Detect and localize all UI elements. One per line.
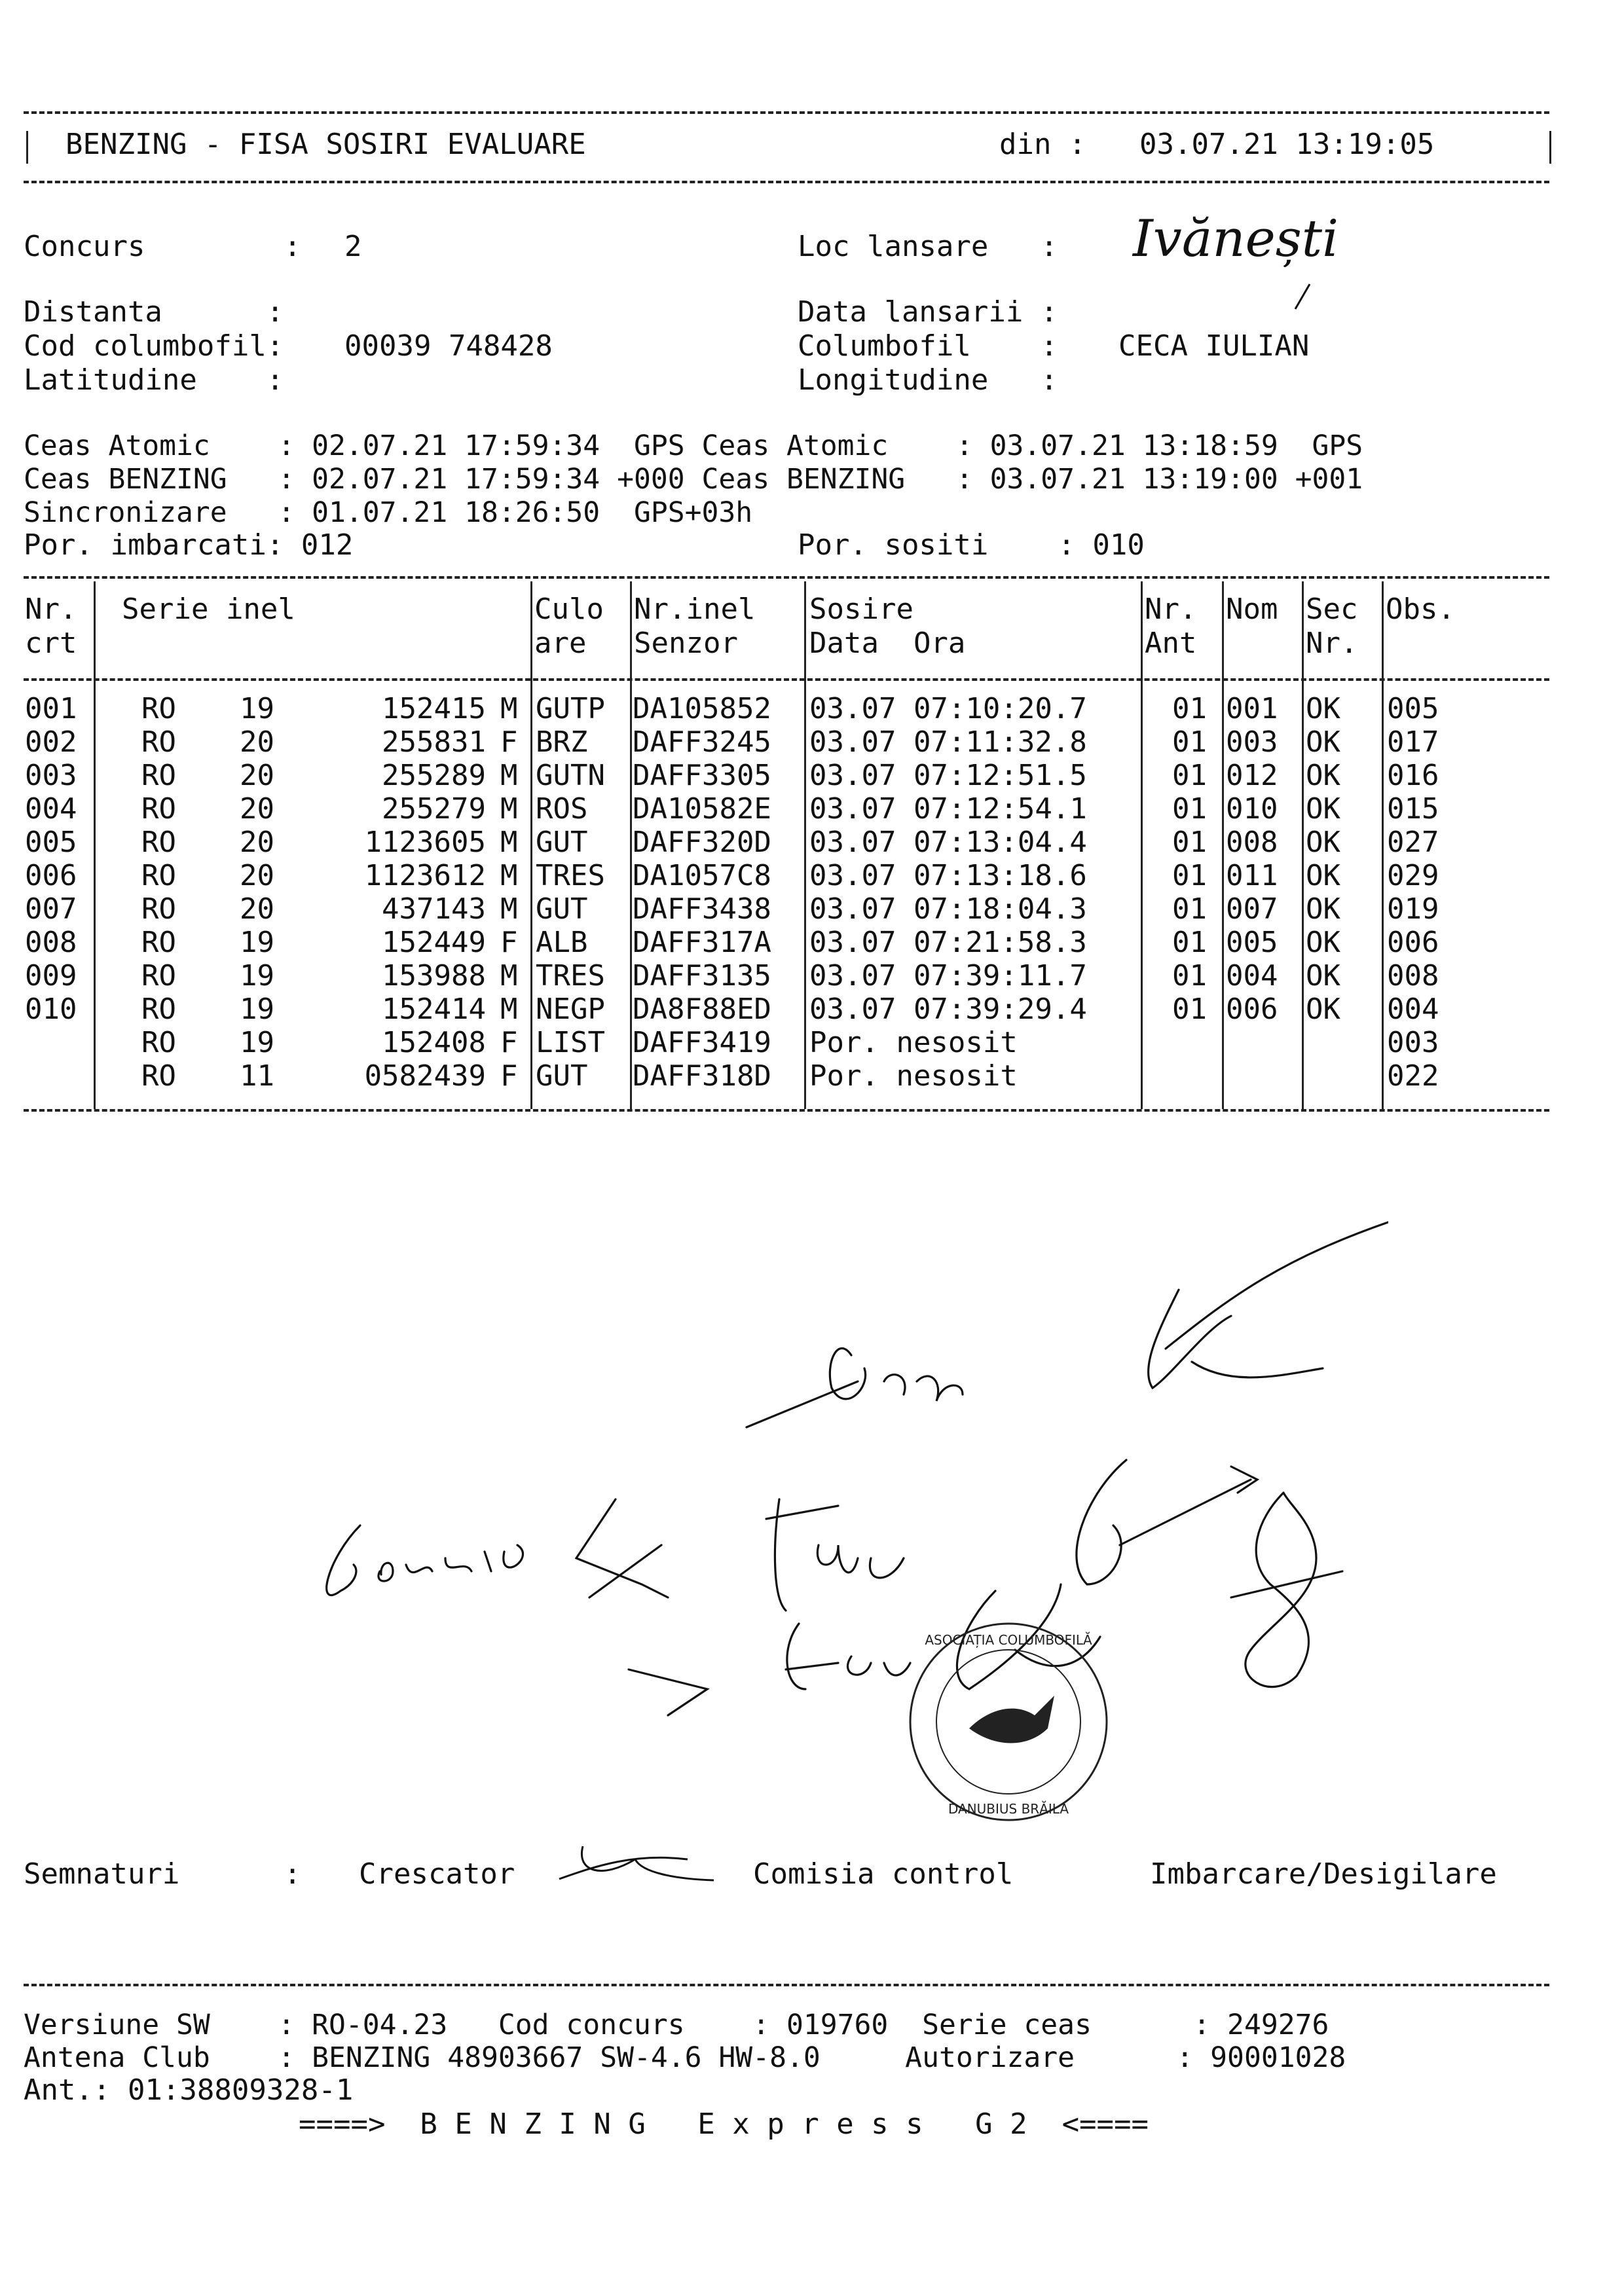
cell-ring-number: 255289 [382,759,486,792]
header-bottom-border [24,181,1549,183]
cell-nom: 008 [1226,826,1278,859]
cell-arrival: 03.07 07:13:04.4 [809,826,1087,859]
cell-country: RO [141,959,176,993]
table-row [24,759,1549,792]
cell-year: 20 [240,826,274,859]
cell-year: 19 [240,692,274,725]
cell-obs: 016 [1387,759,1439,792]
th-crt: crt [25,627,77,660]
table-row [24,960,1549,993]
cell-sex: M [500,826,518,859]
cell-color: GUT [536,1059,588,1093]
imbarcare-label: Imbarcare/Desigilare [1150,1857,1497,1891]
columbofil-value: CECA IULIAN [1118,329,1310,363]
cell-nr: 003 [25,759,77,792]
header-title: BENZING - FISA SOSIRI EVALUARE [65,128,586,161]
cod-columbofil-label: Cod columbofil: [24,329,284,363]
cell-year: 20 [240,792,274,826]
cell-ring-number: 152449 [382,926,486,959]
cell-nom: 011 [1226,859,1278,892]
clock-line-benzing: Ceas BENZING : 02.07.21 17:59:34 +000 Ceas BENZING : 03.07.21 13:19:00 +001 [24,463,1363,496]
cell-country: RO [141,725,176,759]
cell-nom: 004 [1226,959,1278,993]
cell-country: RO [141,892,176,926]
cell-sec: OK [1306,725,1340,759]
th-nr: Nr. [25,592,77,626]
cell-ring-number: 437143 [382,892,486,926]
footer-separator [24,1984,1549,1986]
footer-version-line: Versiune SW : RO-04.23 Cod concurs : 019760 Serie ceas : 249276 [24,2009,1329,2041]
cell-ring-number: 1123612 [364,859,486,892]
clock-line-sync: Sincronizare : 01.07.21 18:26:50 GPS+03h [24,496,753,529]
cell-sec: OK [1306,926,1340,959]
cell-obs: 019 [1387,892,1439,926]
cell-nr: 007 [25,892,77,926]
cell-arrival: 03.07 07:11:32.8 [809,725,1087,759]
cell-color: TRES [536,859,605,892]
columbofil-label: Columbofil : [798,329,1058,363]
concurs-label: Concurs : [24,230,301,263]
semnaturi-label: Semnaturi : [24,1857,301,1891]
data-lansarii-label: Data lansarii : [798,295,1058,329]
cell-ring-number: 0582439 [364,1059,486,1093]
cell-sensor: DA105852 [633,692,771,725]
cell-sensor: DAFF3419 [633,1026,771,1059]
svg-text:DANUBIUS BRĂILA: DANUBIUS BRĂILA [948,1801,1069,1817]
cell-sensor: DAFF3438 [633,892,771,926]
cell-country: RO [141,692,176,725]
cell-nom: 006 [1226,993,1278,1026]
cell-year: 19 [240,926,274,959]
th-obs: Obs. [1386,592,1455,626]
cell-nr: 005 [25,826,77,859]
footer-antenna-line: Antena Club : BENZING 48903667 SW-4.6 HW-8.0 Autorizare : 90001028 [24,2041,1346,2074]
cell-antenna: 01 [1172,725,1207,759]
cell-nom: 005 [1226,926,1278,959]
cell-sex: M [500,759,518,792]
cell-nom: 001 [1226,692,1278,725]
cell-nr: 009 [25,959,77,993]
cell-sensor: DAFF3135 [633,959,771,993]
footer-ant-line: Ant.: 01:38809328-1 [24,2073,354,2107]
th-serie-inel: Serie inel [122,592,295,626]
cell-sensor: DAFF318D [633,1059,771,1093]
th-sec: Sec [1306,592,1358,626]
cell-color: GUTP [536,692,605,725]
cell-ring-number: 1123605 [364,826,486,859]
cell-sensor: DAFF3305 [633,759,771,792]
cell-antenna: 01 [1172,859,1207,892]
cell-year: 20 [240,725,274,759]
cell-sex: F [500,725,518,759]
header-din-label: din : [999,128,1086,161]
table-row [24,993,1549,1026]
cell-country: RO [141,859,176,892]
cell-ring-number: 153988 [382,959,486,993]
th-are: are [534,627,587,660]
th-culo: Culo [534,592,604,626]
cell-antenna: 01 [1172,959,1207,993]
cell-sec: OK [1306,759,1340,792]
th-nr-ant: Nr. [1145,592,1197,626]
cell-sensor: DA8F88ED [633,993,771,1026]
cell-color: NEGP [536,993,605,1026]
cell-nr: 008 [25,926,77,959]
cell-country: RO [141,759,176,792]
cod-columbofil-value: 00039 748428 [344,329,553,363]
longitudine-label: Longitudine : [798,363,1058,397]
cell-sex: M [500,859,518,892]
cell-sex: F [500,1059,518,1093]
cell-sensor: DA1057C8 [633,859,771,892]
cell-sex: M [500,692,518,725]
cell-ring-number: 152415 [382,692,486,725]
handwritten-signatures [210,1218,1388,1833]
table-row [24,893,1549,926]
cell-year: 20 [240,759,274,792]
cell-nom: 007 [1226,892,1278,926]
cell-color: GUTN [536,759,605,792]
cell-country: RO [141,792,176,826]
th-nom: Nom [1226,592,1278,626]
table-top-border [24,576,1549,579]
header-top-border [24,111,1549,114]
cell-sec: OK [1306,859,1340,892]
cell-sex: M [500,892,518,926]
stamp [910,1624,1107,1820]
cell-arrival: Por. nesosit [809,1026,1018,1059]
cell-sec: OK [1306,892,1340,926]
comisia-control-label: Comisia control [753,1857,1014,1891]
cell-sec: OK [1306,959,1340,993]
table-header-separator [24,678,1549,681]
cell-arrival: 03.07 07:12:54.1 [809,792,1087,826]
cell-color: TRES [536,959,605,993]
cell-nr: 010 [25,993,77,1026]
cell-antenna: 01 [1172,993,1207,1026]
cell-sensor: DAFF3245 [633,725,771,759]
cell-nr: 001 [25,692,77,725]
cell-sec: OK [1306,826,1340,859]
table-bottom-border [24,1109,1549,1112]
cell-year: 20 [240,892,274,926]
cell-nr: 006 [25,859,77,892]
cell-nom: 012 [1226,759,1278,792]
cell-nom: 010 [1226,792,1278,826]
cell-year: 11 [240,1059,274,1093]
cell-obs: 008 [1387,959,1439,993]
cell-sex: M [500,959,518,993]
cell-year: 19 [240,1026,274,1059]
cell-color: GUT [536,826,588,859]
cell-sec: OK [1306,993,1340,1026]
header-din-value: 03.07.21 13:19:05 [1139,128,1435,161]
cell-ring-number: 255831 [382,725,486,759]
table-row [24,1060,1549,1093]
clock-line-atomic: Ceas Atomic : 02.07.21 17:59:34 GPS Ceas Atomic : 03.07.21 13:18:59 GPS [24,429,1363,462]
distanta-label: Distanta : [24,295,284,329]
footer-brand-line: ====> B E N Z I N G E x p r e s s G 2 <==== [299,2107,1149,2141]
latitudine-label: Latitudine : [24,363,284,397]
th-data-ora: Data Ora [809,627,966,660]
crescator-label: Crescator [359,1857,515,1891]
pigeons-embarked: Por. imbarcati: 012 [24,528,354,562]
table-row [24,860,1549,892]
th-senzor: Senzor [634,627,738,660]
cell-sensor: DAFF320D [633,826,771,859]
cell-antenna: 01 [1172,926,1207,959]
cell-antenna: 01 [1172,759,1207,792]
cell-antenna: 01 [1172,826,1207,859]
cell-country: RO [141,926,176,959]
cell-color: ROS [536,792,588,826]
table-row [24,793,1549,826]
cell-color: BRZ [536,725,588,759]
pigeons-arrived: Por. sositi : 010 [798,528,1145,562]
table-row [24,1027,1549,1059]
cell-sensor: DAFF317A [633,926,771,959]
cell-country: RO [141,993,176,1026]
cell-obs: 022 [1387,1059,1439,1093]
cell-country: RO [141,1026,176,1059]
th-nr-inel: Nr.inel [634,592,756,626]
table-row [24,726,1549,759]
cell-color: LIST [536,1026,605,1059]
cell-sec: OK [1306,792,1340,826]
cell-sensor: DA10582E [633,792,771,826]
cell-arrival: 03.07 07:10:20.7 [809,692,1087,725]
loc-lansare-handwritten: Ivănești [1133,210,1339,268]
cell-color: GUT [536,892,588,926]
crescator-signature [557,1840,720,1892]
table-row [24,826,1549,859]
cell-antenna: 01 [1172,792,1207,826]
table-row [24,693,1549,725]
cell-country: RO [141,1059,176,1093]
cell-arrival: 03.07 07:13:18.6 [809,859,1087,892]
cell-antenna: 01 [1172,892,1207,926]
cell-obs: 027 [1387,826,1439,859]
cell-sec: OK [1306,692,1340,725]
cell-arrival: Por. nesosit [809,1059,1018,1093]
cell-sex: M [500,792,518,826]
cell-obs: 015 [1387,792,1439,826]
cell-nr: 002 [25,725,77,759]
cell-nom: 003 [1226,725,1278,759]
header-right-bar [1549,131,1551,164]
cell-year: 19 [240,993,274,1026]
cell-nr: 004 [25,792,77,826]
cell-obs: 006 [1387,926,1439,959]
cell-arrival: 03.07 07:12:51.5 [809,759,1087,792]
cell-sex: F [500,926,518,959]
cell-obs: 005 [1387,692,1439,725]
cell-country: RO [141,826,176,859]
th-sosire: Sosire [809,592,913,626]
loc-lansare-label: Loc lansare : [798,230,1058,263]
cell-ring-number: 255279 [382,792,486,826]
cell-obs: 029 [1387,859,1439,892]
cell-arrival: 03.07 07:39:29.4 [809,993,1087,1026]
cell-obs: 003 [1387,1026,1439,1059]
header-left-bar [26,131,28,164]
cell-year: 20 [240,859,274,892]
cell-arrival: 03.07 07:39:11.7 [809,959,1087,993]
cell-color: ALB [536,926,588,959]
concurs-value: 2 [344,230,362,263]
cell-obs: 017 [1387,725,1439,759]
th-ant: Ant [1145,627,1197,660]
cell-sex: F [500,1026,518,1059]
cell-ring-number: 152408 [382,1026,486,1059]
cell-obs: 004 [1387,993,1439,1026]
cell-sex: M [500,993,518,1026]
svg-text:ASOCIAȚIA COLUMBOFILĂ: ASOCIAȚIA COLUMBOFILĂ [925,1632,1092,1648]
cell-arrival: 03.07 07:21:58.3 [809,926,1087,959]
cell-year: 19 [240,959,274,993]
cell-antenna: 01 [1172,692,1207,725]
table-row [24,926,1549,959]
cell-arrival: 03.07 07:18:04.3 [809,892,1087,926]
cell-ring-number: 152414 [382,993,486,1026]
handwritten-tick [1283,280,1323,313]
th-sec-nr: Nr. [1306,627,1358,660]
